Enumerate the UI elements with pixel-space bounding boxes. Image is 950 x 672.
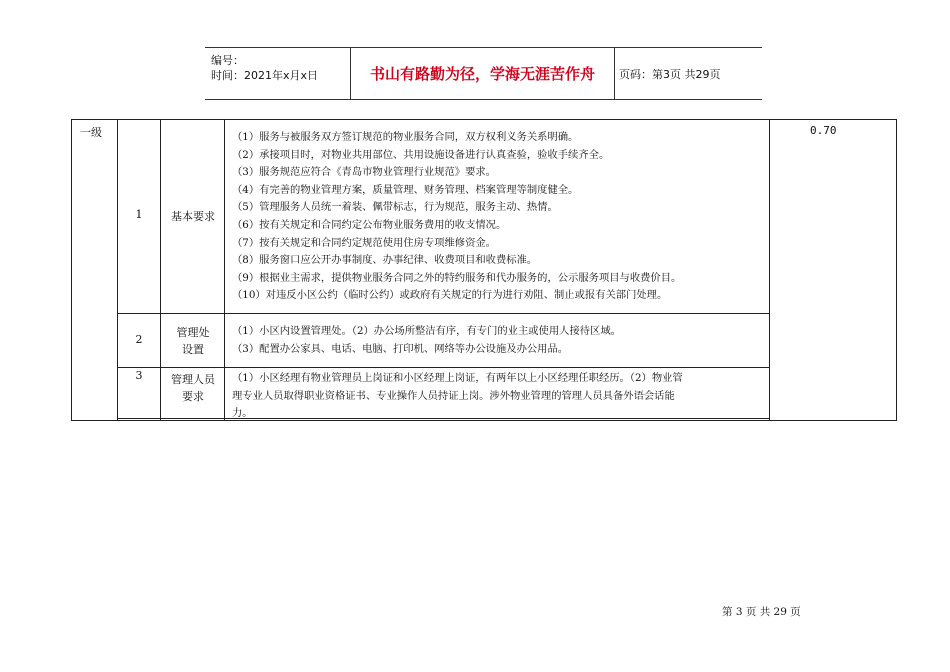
row-number: 1 (135, 208, 143, 221)
level-label: 一级 (80, 126, 102, 139)
requirement-line: （9）根据业主需求，提供物业服务合同之外的特约服务和代办服务的，公示服务项目与收费价目。 (232, 271, 682, 284)
requirement-line: （8）服务窗口应公开办事制度、办事纪律、收费项目和收费标准。 (232, 254, 538, 267)
score-value: 0.70 (810, 124, 837, 137)
header-motto: 书山有路勤为径，学海无涯苦作舟 (369, 65, 595, 83)
row-requirements (232, 129, 681, 305)
header-page-label: 页码：第3页 共29页 (619, 67, 721, 81)
row-requirements (232, 370, 683, 423)
row-item (162, 324, 224, 358)
requirement-line: （6）按有关规定和合同约定公布物业服务费用的收支情况。 (232, 218, 507, 231)
row-number: 3 (135, 369, 143, 382)
header-page-cell (615, 48, 766, 99)
requirement-line: （1）小区内设置管理处。（2）办公场所整洁有序，有专门的业主或使用人接待区域。 (232, 325, 621, 337)
page-footer: 第 3 页 共 29 页 (722, 606, 801, 618)
header-meta (205, 48, 350, 99)
code-label: 编号： (211, 54, 244, 67)
row-item-line: 管理处 (176, 326, 210, 339)
row-item (162, 371, 224, 405)
row-item-line: 管理人员 (171, 373, 215, 386)
row-item: 基本要求 (171, 210, 215, 223)
requirement-line: （3）服务规范应符合《青岛市物业管理行业规范》要求。 (232, 166, 496, 179)
col-divider (224, 120, 225, 420)
requirements-table (71, 119, 897, 421)
requirement-line: （1）小区经理有物业管理员上岗证和小区经理上岗证，有两年以上小区经理任职经历。（2）物业管 (232, 372, 683, 384)
requirement-line: 力。 (232, 407, 253, 420)
page-header (205, 47, 762, 100)
row-number: 2 (135, 333, 143, 346)
requirement-line: （10）对违反小区公约（临时公约）或政府有关规定的行为进行劝阻、制止或报有关部门处理。 (232, 289, 668, 302)
row-item-line: 要求 (182, 390, 204, 403)
time-label: 时间：2021年x月x日 (211, 69, 319, 82)
requirement-line: 理专业人员取得职业资格证书、专业操作人员持证上岗。涉外物业管理的管理人员具备外语会话能 (232, 389, 675, 402)
row-requirements (232, 323, 621, 358)
row-divider (117, 313, 769, 314)
header-motto-cell (350, 48, 615, 99)
row-item-line: 设置 (182, 343, 204, 356)
row-divider (117, 367, 769, 368)
requirement-line: （1）服务与被服务双方签订规范的物业服务合同，双方权利义务关系明确。 (232, 131, 579, 143)
requirement-line: （2）承接项目时，对物业共用部位、共用设施设备进行认真查验，验收手续齐全。 (232, 148, 610, 161)
requirement-line: （5）管理服务人员统一着装、佩带标志，行为规范，服务主动、热情。 (232, 201, 558, 214)
requirement-line: （7）按有关规定和合同约定规范使用住房专项维修资金。 (232, 236, 496, 249)
col-divider (769, 120, 770, 420)
requirement-line: （3）配置办公家具、电话、电脑、打印机、网络等办公设施及办公用品。 (232, 342, 569, 355)
requirement-line: （4）有完善的物业管理方案，质量管理、财务管理、档案管理等制度健全。 (232, 183, 579, 196)
